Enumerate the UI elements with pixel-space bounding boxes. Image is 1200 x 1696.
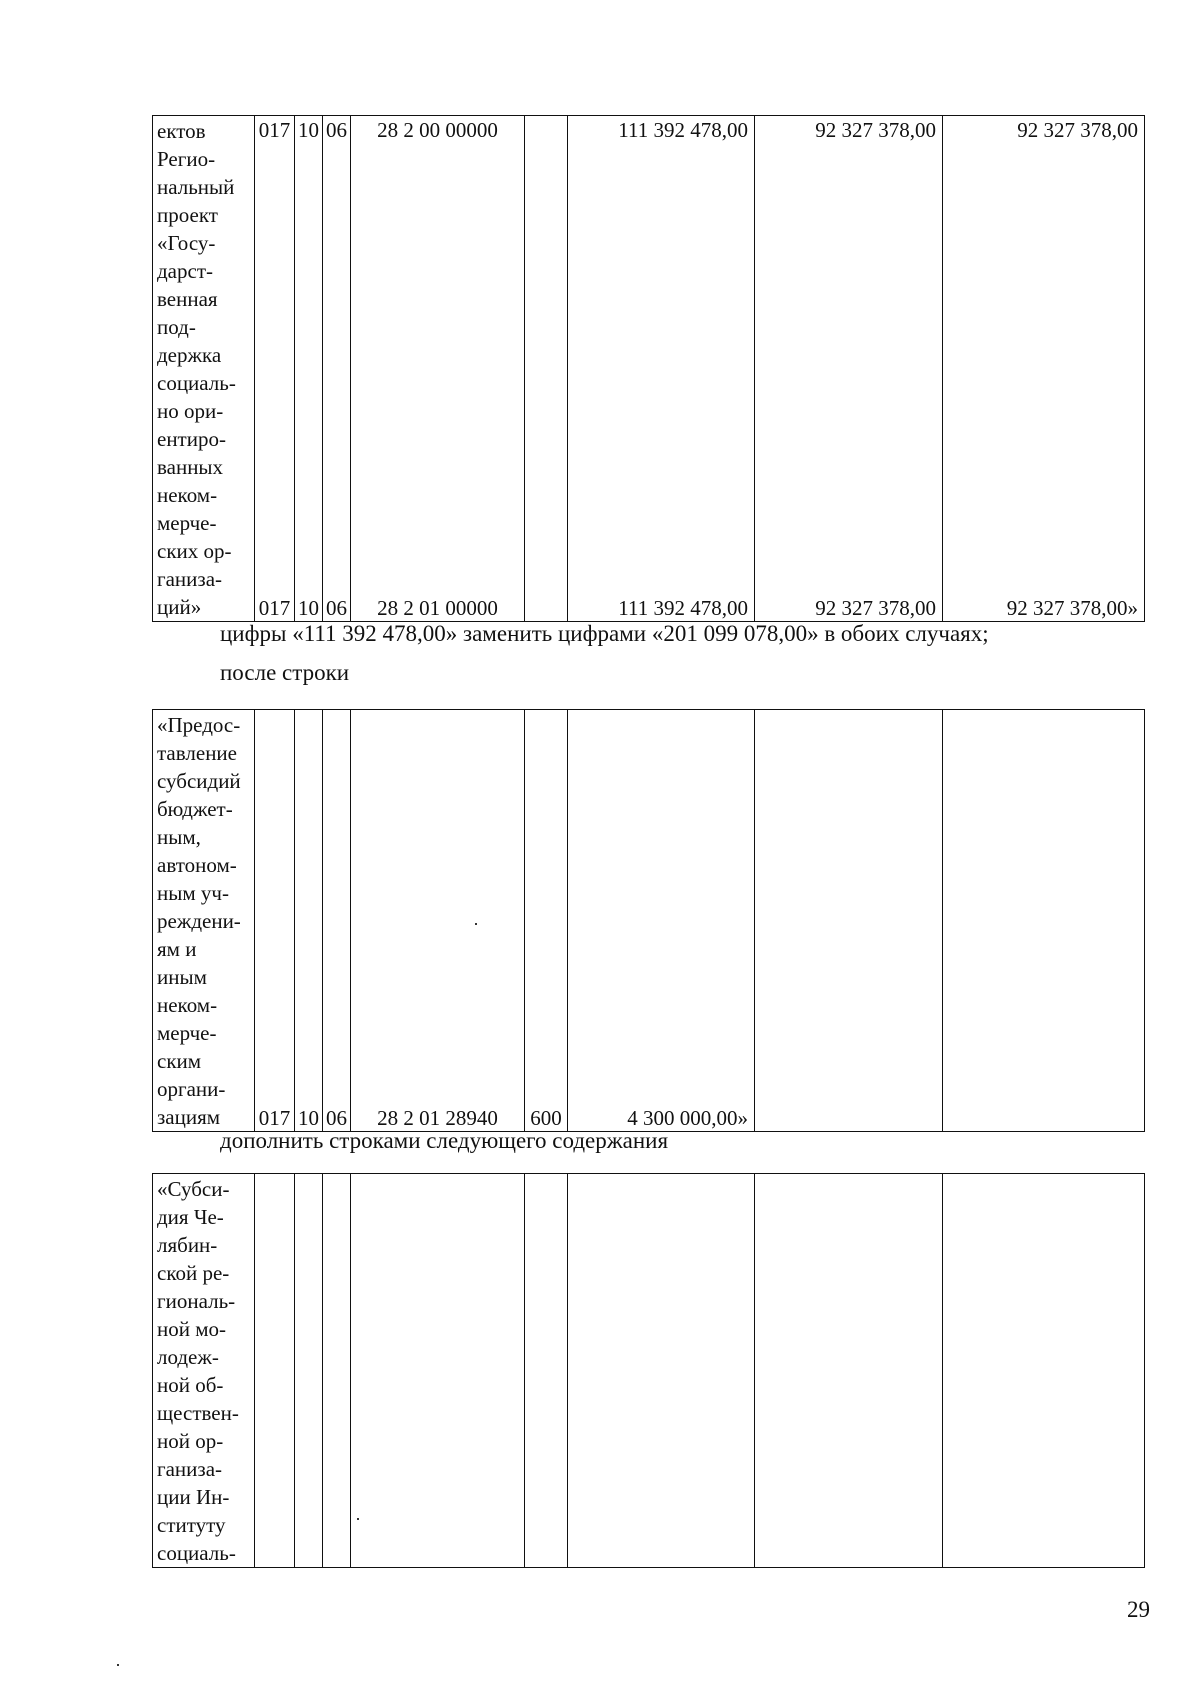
name-line: но ори- (157, 399, 224, 423)
name-line: субсидий (157, 769, 241, 793)
name-line: «Субси- (157, 1177, 230, 1201)
amount-2: 92 327 378,00 (815, 118, 936, 142)
amount-2-cell (755, 1174, 943, 1568)
row-name-cell (153, 1174, 255, 1568)
amount-2-cell (755, 710, 943, 1132)
name-line: ентиро- (157, 427, 226, 451)
name-line: иным (157, 965, 207, 989)
name-line: мерче- (157, 511, 217, 535)
amount-2: 92 327 378,00 (815, 596, 936, 620)
row-name-text (157, 1175, 252, 1567)
expense-type-cell (525, 710, 568, 1132)
table-row (153, 116, 1145, 622)
name-line: зациям (157, 1105, 221, 1129)
grbs-cell (255, 116, 295, 622)
scan-speck (475, 923, 477, 925)
name-line: ганиза- (157, 567, 223, 591)
budget-table-1 (152, 115, 1145, 622)
instruction-text: цифры «111 392 478,00» заменить цифрами «201 099 078,00» в обоих случаях; (220, 621, 989, 646)
name-line: проект (157, 203, 218, 227)
name-line: органи- (157, 1077, 226, 1101)
name-line: автоном- (157, 853, 237, 877)
amount-3-cell (943, 1174, 1145, 1568)
name-line: ществен- (157, 1401, 239, 1425)
name-line: ванных (157, 455, 224, 479)
grbs-code: 017 (258, 596, 291, 620)
name-line: ной об- (157, 1373, 224, 1397)
amount-1: 4 300 000,00» (627, 1106, 748, 1130)
scan-speck (357, 1518, 359, 1520)
amount-1-cell (568, 1174, 755, 1568)
grbs-cell (255, 710, 295, 1132)
section-cell (295, 116, 323, 622)
expense-type-code: 600 (530, 1106, 562, 1130)
expense-type-cell (525, 116, 568, 622)
row-name-text (157, 117, 252, 621)
target-article-cell (351, 116, 525, 622)
scan-speck (117, 1664, 119, 1666)
name-line: ектов (157, 119, 206, 143)
name-line: ституту (157, 1513, 226, 1537)
name-line: мерче- (157, 1021, 217, 1045)
target-article-code: 28 2 01 00000 (377, 596, 498, 620)
instruction-text: дополнить строками следующего содержания (220, 1128, 669, 1153)
amount-1: 111 392 478,00 (618, 118, 748, 142)
name-line: ным уч- (157, 881, 229, 905)
target-article-code: 28 2 00 00000 (377, 118, 498, 142)
name-line: ной ор- (157, 1429, 224, 1453)
name-line: Регио- (157, 147, 216, 171)
name-line: дия Че- (157, 1205, 224, 1229)
expense-type-cell (525, 1174, 568, 1568)
section-cell (295, 1174, 323, 1568)
target-article-cell (351, 1174, 525, 1568)
amount-3: 92 327 378,00 (1017, 118, 1138, 142)
row-name-cell (153, 116, 255, 622)
subsection-cell (323, 1174, 351, 1568)
name-line: «Госу- (157, 231, 216, 255)
grbs-code: 017 (258, 118, 291, 142)
target-article-code: 28 2 01 28940 (377, 1106, 498, 1130)
subsection-code: 06 (326, 596, 347, 620)
name-line: тавление (157, 741, 237, 765)
name-line: ным, (157, 825, 201, 849)
name-line: дарст- (157, 259, 213, 283)
subsection-code: 06 (326, 1106, 347, 1130)
amount-3: 92 327 378,00» (1006, 596, 1138, 620)
subsection-cell (323, 116, 351, 622)
name-line: ции Ин- (157, 1485, 230, 1509)
name-line: ям и (157, 937, 197, 961)
name-line: ной мо- (157, 1317, 227, 1341)
section-cell (295, 710, 323, 1132)
amount-1-cell (568, 116, 755, 622)
name-line: неком- (157, 483, 218, 507)
amount-3-cell (943, 710, 1145, 1132)
row-name-cell (153, 710, 255, 1132)
section-code: 10 (298, 1106, 319, 1130)
name-line: социаль- (157, 1541, 236, 1565)
name-line: держка (157, 343, 222, 367)
name-line: венная (157, 287, 218, 311)
amount-2-cell (755, 116, 943, 622)
name-line: неком- (157, 993, 218, 1017)
table-row (153, 1174, 1145, 1568)
subsection-code: 06 (326, 118, 347, 142)
name-line: ским (157, 1049, 202, 1073)
instruction-text: после строки (220, 660, 350, 685)
name-line: гиональ- (157, 1289, 236, 1313)
name-line: ганиза- (157, 1457, 223, 1481)
name-line: лодеж- (157, 1345, 219, 1369)
name-line: реждени- (157, 909, 241, 933)
name-line: бюджет- (157, 797, 233, 821)
grbs-code: 017 (258, 1106, 291, 1130)
amount-1: 111 392 478,00 (618, 596, 748, 620)
row-name-text (157, 711, 252, 1131)
name-line: ций» (157, 595, 202, 619)
table-row (153, 710, 1145, 1132)
subsection-cell (323, 710, 351, 1132)
amount-3-cell (943, 116, 1145, 622)
section-code: 10 (298, 596, 319, 620)
grbs-cell (255, 1174, 295, 1568)
name-line: под- (157, 315, 196, 339)
name-line: ских ор- (157, 539, 232, 563)
target-article-cell (351, 710, 525, 1132)
name-line: социаль- (157, 371, 236, 395)
name-line: ской ре- (157, 1261, 230, 1285)
budget-table-2 (152, 709, 1145, 1132)
name-line: «Предос- (157, 713, 241, 737)
budget-table-3 (152, 1173, 1145, 1568)
section-code: 10 (298, 118, 319, 142)
name-line: лябин- (157, 1233, 218, 1257)
amount-1-cell (568, 710, 755, 1132)
page-number: 29 (1127, 1597, 1150, 1622)
name-line: нальный (157, 175, 235, 199)
